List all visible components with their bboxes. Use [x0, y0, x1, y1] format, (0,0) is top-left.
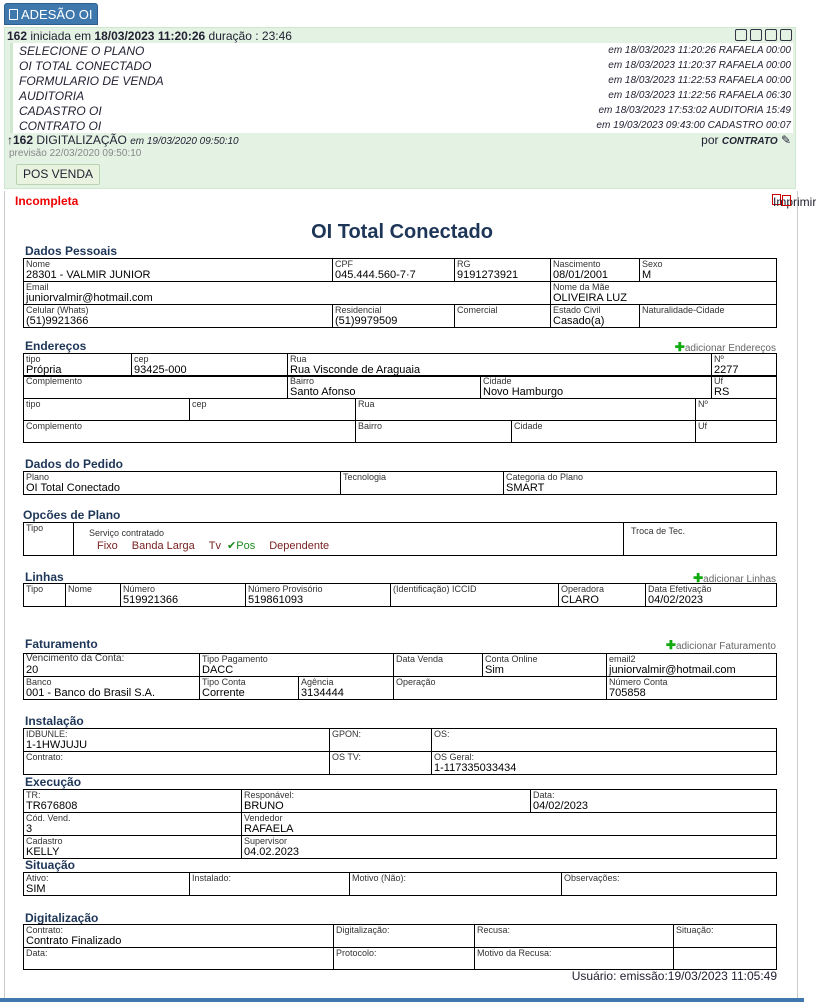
step-meta: em 18/03/2023 11:20:37 RAFAELA 00:00: [608, 60, 791, 71]
cell[interactable]: [24, 752, 330, 775]
step-meta: em 18/03/2023 11:22:56 RAFAELA 06:30: [608, 90, 791, 101]
step-name: OI TOTAL CONECTADO: [19, 59, 152, 73]
add-faturamento-link[interactable]: [666, 638, 776, 652]
value: SIM: [26, 883, 46, 895]
label: Digitalização:: [336, 925, 390, 935]
cell[interactable]: [475, 925, 674, 948]
cell[interactable]: [24, 948, 334, 970]
add-label: adicionar Linhas: [703, 574, 776, 585]
cell[interactable]: [551, 282, 777, 305]
workflow-actions: [735, 29, 792, 41]
service-tv[interactable]: Tv: [208, 540, 222, 552]
cell[interactable]: [483, 654, 607, 677]
value: 3: [26, 823, 33, 835]
cell[interactable]: [455, 305, 551, 328]
cell[interactable]: [24, 584, 66, 607]
label: Número: [123, 584, 156, 594]
cell[interactable]: [24, 399, 190, 421]
cell[interactable]: [607, 677, 777, 700]
cell[interactable]: [24, 790, 242, 813]
label: Cidade: [483, 376, 512, 386]
cell[interactable]: [333, 259, 455, 282]
add-enderecos-link[interactable]: [675, 340, 776, 354]
options-table: [23, 522, 777, 556]
label: TR:: [26, 790, 41, 800]
label: Data Venda: [396, 654, 444, 664]
label: (Identificação) ICCID: [393, 584, 477, 594]
label: Complemento: [26, 376, 83, 386]
cell[interactable]: [24, 259, 333, 282]
service-dependente[interactable]: Dependente: [269, 540, 330, 552]
step-name: AUDITORIA: [19, 89, 85, 103]
label: Motivo (Não):: [352, 873, 407, 883]
cell[interactable]: [200, 654, 394, 677]
value: BRUNO: [244, 800, 284, 812]
value: (51)9979509: [335, 315, 398, 327]
label: Cadastro: [26, 836, 63, 846]
page-title: OI Total Conectado: [311, 221, 493, 243]
step-name: FORMULARIO DE VENDA: [19, 74, 164, 88]
label: OS TV:: [332, 752, 362, 762]
cell[interactable]: [341, 472, 504, 495]
cell[interactable]: [24, 729, 330, 752]
label: Nome: [26, 259, 51, 269]
value: 04/02/2023: [533, 800, 589, 812]
value: Casado(a): [553, 315, 605, 327]
label: Tipo Conta: [202, 677, 246, 687]
workflow-header: [7, 29, 292, 43]
cell[interactable]: [200, 677, 299, 700]
label: Instalado:: [192, 873, 232, 883]
label: Uf: [698, 421, 708, 431]
cell[interactable]: [559, 584, 646, 607]
installation-table: [23, 728, 777, 775]
duration: duração : 23:46: [208, 29, 292, 43]
cell[interactable]: [432, 752, 777, 775]
value: OI Total Conectado: [26, 482, 120, 494]
value: Rua Visconde de Araguaia: [290, 364, 421, 376]
value: 519921366: [123, 594, 179, 606]
label: Vencimento da Conta:: [26, 653, 125, 664]
cell[interactable]: [562, 873, 777, 896]
label: Ativo:: [26, 873, 49, 883]
section-dados-pessoais: Dados Pessoais: [25, 244, 118, 258]
value: 04.02.2023: [244, 846, 300, 858]
label: OS:: [434, 729, 450, 739]
add-label: adicionar Faturamento: [675, 641, 776, 652]
label: Data:: [533, 790, 555, 800]
cell[interactable]: [24, 354, 132, 377]
label: CPF: [335, 259, 353, 269]
cell[interactable]: [24, 282, 551, 305]
value: (51)9921366: [26, 315, 89, 327]
label: Número Provisório: [248, 584, 323, 594]
label: Tipo: [26, 584, 44, 594]
value: SMART: [506, 482, 545, 494]
label: Responável:: [244, 790, 295, 800]
check-icon: ✔: [227, 540, 237, 552]
label: Número Conta: [609, 677, 668, 687]
step-meta: em 18/03/2023 11:22:53 RAFAELA 00:00: [608, 75, 791, 86]
tab-bar: [0, 0, 804, 27]
label: Contrato:: [26, 752, 64, 762]
section-linhas: Linhas: [25, 570, 64, 584]
workflow-panel: [4, 27, 796, 189]
label: Categoria do Plano: [506, 472, 584, 482]
cell[interactable]: [288, 354, 712, 377]
step-meta: em 18/03/2023 17:53:02 AUDITORIA 15:49: [598, 105, 791, 116]
label: Residencial: [335, 305, 382, 315]
clipboard-icon: [9, 9, 18, 20]
step-meta: em 19/03/2023 09:43:00 CADASTRO 00:07: [596, 120, 791, 131]
cell[interactable]: [242, 790, 531, 813]
step-name: CONTRATO OI: [19, 119, 102, 133]
cell[interactable]: [24, 305, 333, 328]
label: email2: [609, 654, 636, 664]
cell[interactable]: [394, 677, 607, 700]
label: Supervisor: [244, 836, 288, 846]
label: Tecnologia: [343, 472, 387, 482]
step-meta: em 18/03/2023 11:20:26 RAFAELA 00:00: [608, 45, 791, 56]
label: Data Efetivação: [648, 584, 712, 594]
cell[interactable]: [121, 584, 246, 607]
label: Bairro: [290, 376, 315, 386]
service-options: [89, 539, 621, 552]
cell[interactable]: [481, 376, 712, 399]
label: Banco: [26, 677, 52, 687]
cell[interactable]: [551, 305, 640, 328]
user-icon[interactable]: [735, 29, 747, 41]
section-execucao: Execução: [25, 775, 82, 789]
label: Sexo: [642, 259, 663, 269]
label: Tipo: [26, 523, 44, 533]
plus-icon: ✚: [665, 638, 676, 652]
value: OLIVEIRA LUZ: [553, 292, 627, 304]
section-enderecos: Endereços: [25, 339, 87, 353]
step-row[interactable]: [10, 103, 793, 118]
label: Nº: [714, 354, 724, 364]
cell[interactable]: [330, 752, 432, 775]
label: Protocolo:: [336, 948, 377, 958]
cell[interactable]: [24, 421, 356, 443]
cell[interactable]: [696, 399, 777, 421]
cell[interactable]: [24, 654, 200, 677]
label: Tipo Pagamento: [202, 654, 268, 664]
label: RG: [457, 259, 471, 269]
value: Santo Afonso: [290, 386, 356, 398]
value: 1-117335033434: [434, 762, 517, 774]
value: Corrente: [202, 687, 245, 699]
plus-icon: ✚: [674, 340, 685, 354]
current-step-name: DIGITALIZAÇÃO: [36, 133, 127, 147]
label: Motivo da Recusa:: [477, 948, 552, 958]
cell[interactable]: [607, 654, 777, 677]
cell[interactable]: [299, 677, 394, 700]
service-fixo[interactable]: Fixo: [97, 540, 118, 552]
step-name: CADASTRO OI: [19, 104, 102, 118]
label: cep: [192, 399, 207, 409]
cell[interactable]: [24, 813, 242, 836]
label: Rua: [358, 399, 375, 409]
cell[interactable]: [334, 925, 475, 948]
step-row[interactable]: [10, 88, 793, 103]
section-digitalizacao: Digitalização: [25, 911, 99, 925]
cell: [74, 523, 624, 556]
value: Contrato Finalizado: [26, 935, 122, 947]
cell[interactable]: [24, 472, 341, 495]
current-step: [7, 133, 793, 148]
value: 08/01/2001: [553, 269, 609, 281]
label: Contrato:: [26, 925, 64, 935]
cell[interactable]: [432, 729, 777, 752]
label: Nome: [68, 584, 93, 594]
value: M: [642, 269, 652, 281]
cell[interactable]: [504, 472, 777, 495]
current-step-right: [701, 133, 791, 147]
cell[interactable]: [512, 421, 696, 443]
section-dados-pedido: Dados do Pedido: [25, 457, 124, 471]
cell[interactable]: [640, 259, 777, 282]
current-step-date: em 19/03/2020 09:50:10: [130, 136, 239, 147]
label: tipo: [26, 399, 41, 409]
label: cep: [134, 354, 149, 364]
label: Rua: [290, 354, 307, 364]
cell[interactable]: [330, 729, 432, 752]
label: Troca de Tec.: [631, 526, 686, 536]
label: Nascimento: [553, 259, 601, 269]
label: Uf: [714, 376, 723, 386]
cell[interactable]: [334, 948, 475, 970]
value: Novo Hamburgo: [483, 386, 564, 398]
value: 705858: [609, 687, 646, 699]
label: Recusa:: [477, 925, 511, 935]
value: TR676808: [26, 800, 78, 812]
label: IDBUNLE:: [26, 729, 68, 739]
value: 9191273921: [457, 269, 519, 281]
value: 04/02/2023: [648, 594, 704, 606]
value: CLARO: [561, 594, 599, 606]
cell[interactable]: [455, 259, 551, 282]
value: 2277: [714, 364, 739, 376]
value: 20: [26, 664, 39, 676]
section-faturamento: Faturamento: [25, 637, 98, 651]
service-banda-larga[interactable]: Banda Larga: [131, 540, 195, 552]
by-label: por: [701, 133, 719, 147]
label: Plano: [26, 472, 50, 482]
value: 3134444: [301, 687, 344, 699]
label: Agência: [301, 677, 334, 687]
cell[interactable]: [24, 523, 74, 556]
order-table: [23, 471, 777, 495]
step-name: SELECIONE O PLANO: [19, 44, 145, 58]
value: Própria: [26, 364, 62, 376]
cell[interactable]: [190, 399, 356, 421]
step-row[interactable]: [10, 58, 793, 73]
label: Nº: [698, 399, 708, 409]
plus-icon: ✚: [693, 571, 704, 585]
address-table-1b: [23, 375, 777, 399]
print-label: Imprimir: [773, 195, 816, 209]
label: Operação: [396, 677, 436, 687]
forecast: previsão 22/03/2020 09:50:10: [9, 148, 142, 159]
cell[interactable]: [531, 790, 777, 813]
cell[interactable]: [624, 523, 777, 556]
cell[interactable]: [190, 873, 350, 896]
cell[interactable]: [242, 836, 777, 859]
label: Conta Online: [485, 654, 538, 664]
current-step-left: ↑162 DIGITALIZAÇÃO em 19/03/2020 09:50:10: [7, 133, 239, 147]
label: Cód. Vend.: [26, 813, 71, 823]
started-label: iniciada em: [30, 29, 92, 43]
cell[interactable]: [333, 305, 455, 328]
value: KELLY: [26, 846, 60, 858]
cell[interactable]: [24, 836, 242, 859]
section-instalacao: Instalação: [25, 714, 84, 728]
label: Nome da Mãe: [553, 282, 610, 292]
print-link[interactable]: [771, 194, 816, 209]
label: Operadora: [561, 584, 605, 594]
label: Estado Civil: [553, 305, 601, 315]
add-label: adicionar Endereços: [684, 343, 776, 354]
cell[interactable]: [24, 873, 190, 896]
digitization-table: [23, 924, 777, 970]
service-pos[interactable]: Pos: [236, 540, 256, 552]
value: 28301 - VALMIR JUNIOR: [26, 269, 151, 281]
cell[interactable]: [24, 376, 288, 399]
cell[interactable]: [350, 873, 562, 896]
step-row[interactable]: [10, 43, 793, 58]
label: Celular (Whats): [26, 305, 89, 315]
value: 1-1HWJUJU: [26, 739, 88, 751]
value: juniorvalmir@hotmail.com: [609, 664, 736, 676]
cell[interactable]: [646, 584, 777, 607]
status-label: Incompleta: [15, 194, 79, 208]
label: Complemento: [26, 421, 83, 431]
value: 93425-000: [134, 364, 187, 376]
lines-table: [23, 583, 777, 607]
step-row[interactable]: [10, 73, 793, 88]
current-step-id: 162: [13, 133, 34, 147]
cell[interactable]: [66, 584, 121, 607]
value: RS: [714, 386, 730, 398]
label: Comercial: [457, 305, 498, 315]
edit-icon[interactable]: ✎: [777, 133, 791, 147]
cell[interactable]: [551, 259, 640, 282]
cell[interactable]: [394, 654, 483, 677]
cell[interactable]: [475, 948, 674, 970]
workflow-id: 162: [7, 29, 28, 43]
address-table-1: [23, 353, 777, 377]
label: Situação:: [676, 925, 714, 935]
value: 001 - Banco do Brasil S.A.: [26, 687, 156, 699]
bottom-bar: [0, 998, 804, 1002]
label: OS Geral:: [434, 752, 475, 762]
cell[interactable]: [288, 376, 481, 399]
situation-table: [23, 872, 777, 896]
tab-adesao-oi[interactable]: [4, 3, 98, 25]
started-date: 18/03/2023 11:20:26: [94, 29, 206, 43]
cell[interactable]: [24, 677, 200, 700]
trash-icon[interactable]: [780, 29, 792, 41]
value: 045.444.560-7·7: [335, 269, 416, 281]
value: Sim: [485, 664, 504, 676]
cell[interactable]: [391, 584, 559, 607]
cell[interactable]: [24, 925, 334, 948]
label: Cidade: [514, 421, 543, 431]
pos-venda-button[interactable]: POS VENDA: [16, 164, 100, 185]
cell[interactable]: [674, 948, 777, 970]
billing-table: [23, 653, 777, 700]
cell[interactable]: [356, 399, 696, 421]
cell[interactable]: [356, 421, 512, 443]
label: Vendedor: [244, 813, 283, 823]
by-value: CONTRATO: [721, 136, 778, 147]
label: Observações:: [564, 873, 620, 883]
user-emission: Usuário: emissão:19/03/2023 11:05:49: [571, 969, 777, 983]
section-opcoes-plano: Opcões de Plano: [23, 508, 121, 522]
value: juniorvalmir@hotmail.com: [26, 292, 153, 304]
cell[interactable]: [712, 354, 777, 377]
label: GPON:: [332, 729, 362, 739]
cell[interactable]: [640, 305, 777, 328]
label: Bairro: [358, 421, 383, 431]
cell[interactable]: [242, 813, 777, 836]
cell[interactable]: [132, 354, 288, 377]
check-icon[interactable]: [750, 29, 762, 41]
section-situacao: Situação: [25, 858, 76, 872]
value: RAFAELA: [244, 823, 294, 835]
personal-table: [23, 258, 777, 328]
value: DACC: [202, 664, 234, 676]
label: tipo: [26, 354, 41, 364]
step-row[interactable]: [10, 118, 793, 133]
cell[interactable]: [246, 584, 391, 607]
label: Serviço contratado: [89, 528, 165, 538]
cell[interactable]: [712, 376, 777, 399]
cell[interactable]: [674, 925, 777, 948]
cell[interactable]: [696, 421, 777, 443]
form-panel: [4, 191, 816, 1002]
value: 519861093: [248, 594, 304, 606]
pdf-icon: [782, 195, 791, 206]
label: Data:: [26, 948, 48, 958]
execution-table: [23, 789, 777, 859]
resize-icon[interactable]: [765, 29, 777, 41]
address-table-2: [23, 398, 777, 443]
label: Email: [26, 282, 49, 292]
label: Naturalidade-Cidade: [642, 305, 725, 315]
tab-label: ADESÃO OI: [21, 7, 93, 22]
